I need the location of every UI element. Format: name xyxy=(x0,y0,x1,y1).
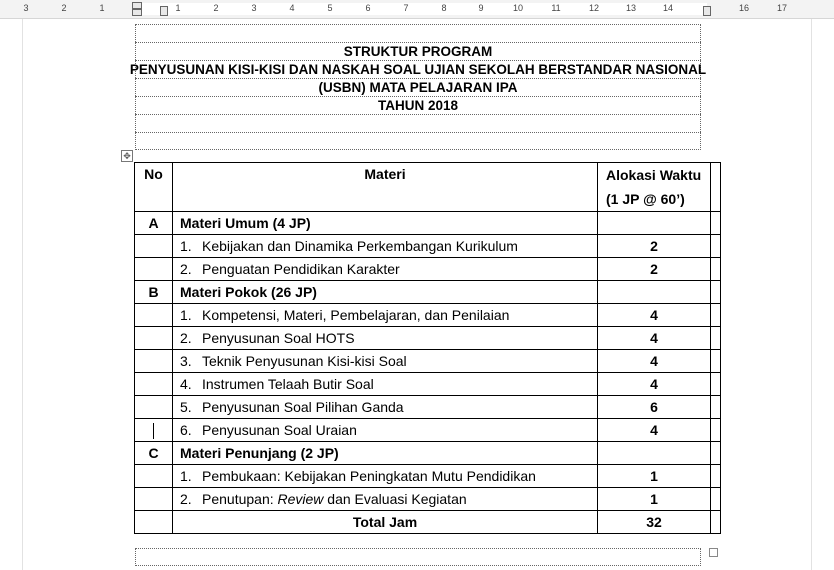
no-cell[interactable] xyxy=(135,235,173,258)
empty-row[interactable] xyxy=(135,132,701,150)
text-cursor xyxy=(153,423,154,439)
item-label: Teknik Penyusunan Kisi-kisi Soal xyxy=(202,353,407,369)
total-row xyxy=(135,511,721,534)
section-title[interactable]: Materi Umum (4 JP) xyxy=(173,212,598,235)
program-table xyxy=(134,162,721,534)
empty-row[interactable] xyxy=(135,24,701,42)
no-cell[interactable] xyxy=(135,350,173,373)
materi-cell[interactable] xyxy=(173,235,598,258)
section-row xyxy=(135,281,721,304)
page-right-edge xyxy=(811,19,812,570)
header-alokasi[interactable] xyxy=(598,163,711,212)
item-number: 1. xyxy=(180,307,192,323)
no-cell[interactable] xyxy=(135,511,173,534)
extra-cell[interactable] xyxy=(711,419,721,442)
title-line-2[interactable]: PENYUSUNAN KISI-KISI DAN NASKAH SOAL UJIAN SEKOLAH BERSTANDAR NASIONAL xyxy=(129,62,707,77)
table-row xyxy=(135,419,721,442)
item-label-prefix: Penutupan: xyxy=(202,491,278,507)
jp-cell[interactable] xyxy=(598,212,711,235)
extra-cell[interactable] xyxy=(711,212,721,235)
no-cell[interactable] xyxy=(135,488,173,511)
page-left-edge xyxy=(22,19,23,570)
materi-cell[interactable] xyxy=(173,419,598,442)
extra-cell[interactable] xyxy=(711,442,721,465)
jp-cell[interactable] xyxy=(598,442,711,465)
ruler-number: 7 xyxy=(403,3,409,13)
jp-value[interactable]: 2 xyxy=(598,235,711,258)
jp-value[interactable]: 1 xyxy=(598,465,711,488)
jp-value[interactable]: 4 xyxy=(598,327,711,350)
extra-cell[interactable] xyxy=(711,281,721,304)
no-cell[interactable] xyxy=(135,373,173,396)
materi-cell[interactable] xyxy=(173,488,598,511)
no-cell[interactable] xyxy=(135,258,173,281)
section-letter[interactable]: C xyxy=(135,442,173,465)
table-row xyxy=(135,350,721,373)
table-row xyxy=(135,258,721,281)
jp-value[interactable]: 4 xyxy=(598,373,711,396)
ruler-number: 9 xyxy=(478,3,484,13)
item-label-suffix: dan Evaluasi Kegiatan xyxy=(323,491,467,507)
no-cell[interactable] xyxy=(135,396,173,419)
materi-cell[interactable] xyxy=(173,465,598,488)
section-letter[interactable]: A xyxy=(135,212,173,235)
hanging-indent-marker[interactable] xyxy=(132,9,142,16)
extra-cell[interactable] xyxy=(711,396,721,419)
materi-cell[interactable] xyxy=(173,327,598,350)
item-number: 5. xyxy=(180,399,192,415)
item-label: Kebijakan dan Dinamika Perkembangan Kurikulum xyxy=(202,238,518,254)
table-move-handle-icon[interactable]: ✥ xyxy=(121,150,133,162)
item-number: 1. xyxy=(180,238,192,254)
extra-cell[interactable] xyxy=(711,258,721,281)
jp-value[interactable]: 4 xyxy=(598,419,711,442)
right-indent-marker[interactable] xyxy=(703,6,711,16)
jp-value[interactable]: 2 xyxy=(598,258,711,281)
header-materi[interactable]: Materi xyxy=(173,163,598,212)
item-number: 2. xyxy=(180,261,192,277)
item-number: 1. xyxy=(180,468,192,484)
section-row xyxy=(135,442,721,465)
no-cell[interactable] xyxy=(135,304,173,327)
title-line-4[interactable]: TAHUN 2018 xyxy=(135,96,701,114)
table-row xyxy=(135,465,721,488)
no-cell[interactable] xyxy=(135,465,173,488)
ruler-number: 17 xyxy=(776,3,788,13)
item-number: 3. xyxy=(180,353,192,369)
ruler-number: 1 xyxy=(99,3,105,13)
jp-value[interactable]: 6 xyxy=(598,396,711,419)
ruler-number: 16 xyxy=(738,3,750,13)
ruler-number: 2 xyxy=(213,3,219,13)
extra-cell[interactable] xyxy=(711,373,721,396)
jp-value[interactable]: 1 xyxy=(598,488,711,511)
item-label: Penguatan Pendidikan Karakter xyxy=(202,261,400,277)
extra-cell[interactable] xyxy=(711,163,721,212)
no-cell[interactable] xyxy=(135,327,173,350)
left-indent-marker[interactable] xyxy=(160,6,168,16)
header-no[interactable]: No xyxy=(135,163,173,212)
ruler-number: 3 xyxy=(251,3,257,13)
item-label: Penyusunan Soal Pilihan Ganda xyxy=(202,399,404,415)
materi-cell[interactable] xyxy=(173,350,598,373)
item-label: Pembukaan: Kebijakan Peningkatan Mutu Pendidikan xyxy=(202,468,536,484)
ruler-text-area xyxy=(140,3,707,15)
extra-cell[interactable] xyxy=(711,488,721,511)
ruler-number: 13 xyxy=(625,3,637,13)
table-header-row xyxy=(135,163,721,212)
ruler-number: 11 xyxy=(551,3,561,13)
jp-cell[interactable] xyxy=(598,281,711,304)
item-number: 2. xyxy=(180,330,192,346)
table-row xyxy=(135,327,721,350)
title-block xyxy=(129,24,707,150)
table-row xyxy=(135,396,721,419)
materi-cell[interactable] xyxy=(173,396,598,419)
item-label: Kompetensi, Materi, Pembelajaran, dan Penilaian xyxy=(202,307,510,323)
item-number: 2. xyxy=(180,491,192,507)
extra-cell[interactable] xyxy=(711,465,721,488)
extra-cell[interactable] xyxy=(711,304,721,327)
item-number: 4. xyxy=(180,376,192,392)
extra-cell[interactable] xyxy=(711,235,721,258)
materi-cell[interactable] xyxy=(173,373,598,396)
item-label: Penyusunan Soal Uraian xyxy=(202,422,357,438)
jp-value[interactable]: 4 xyxy=(598,304,711,327)
horizontal-ruler[interactable] xyxy=(0,0,834,19)
ruler-number: 1 xyxy=(175,3,181,13)
ruler-number: 2 xyxy=(61,3,67,13)
section-title[interactable]: Materi Pokok (26 JP) xyxy=(173,281,598,304)
ruler-number: 4 xyxy=(289,3,295,13)
first-line-indent-marker[interactable] xyxy=(132,2,142,9)
empty-row[interactable] xyxy=(135,548,701,566)
extra-cell[interactable] xyxy=(711,327,721,350)
table-row xyxy=(135,373,721,396)
ruler-number: 8 xyxy=(441,3,447,13)
section-title[interactable]: Materi Penunjang (2 JP) xyxy=(173,442,598,465)
table-row xyxy=(135,235,721,258)
section-letter[interactable]: B xyxy=(135,281,173,304)
ruler-number: 5 xyxy=(327,3,333,13)
item-label-italic: Review xyxy=(277,491,324,507)
total-value[interactable]: 32 xyxy=(598,511,711,534)
title-line-1[interactable]: STRUKTUR PROGRAM xyxy=(135,42,701,60)
ruler-number: 6 xyxy=(365,3,371,13)
item-number: 6. xyxy=(180,422,192,438)
title-line-3[interactable]: (USBN) MATA PELAJARAN IPA xyxy=(135,78,701,96)
item-label: Instrumen Telaah Butir Soal xyxy=(202,376,374,392)
jp-value[interactable]: 4 xyxy=(598,350,711,373)
extra-cell[interactable] xyxy=(711,511,721,534)
table-row xyxy=(135,304,721,327)
materi-cell[interactable] xyxy=(173,304,598,327)
extra-cell[interactable] xyxy=(711,350,721,373)
total-label[interactable]: Total Jam xyxy=(173,511,598,534)
ruler-number: 3 xyxy=(23,3,29,13)
table-resize-handle[interactable] xyxy=(709,548,718,557)
item-label: Penyusunan Soal HOTS xyxy=(202,330,355,346)
section-row xyxy=(135,212,721,235)
ruler-number: 14 xyxy=(662,3,674,13)
header-alokasi-line2: (1 JP @ 60’) xyxy=(606,191,685,207)
materi-cell[interactable] xyxy=(173,258,598,281)
ruler-number: 10 xyxy=(512,3,524,13)
no-cell[interactable] xyxy=(135,419,173,442)
table-row xyxy=(135,488,721,511)
empty-row[interactable] xyxy=(135,114,701,132)
header-alokasi-line1: Alokasi Waktu xyxy=(606,167,702,183)
ruler-number: 12 xyxy=(588,3,600,13)
